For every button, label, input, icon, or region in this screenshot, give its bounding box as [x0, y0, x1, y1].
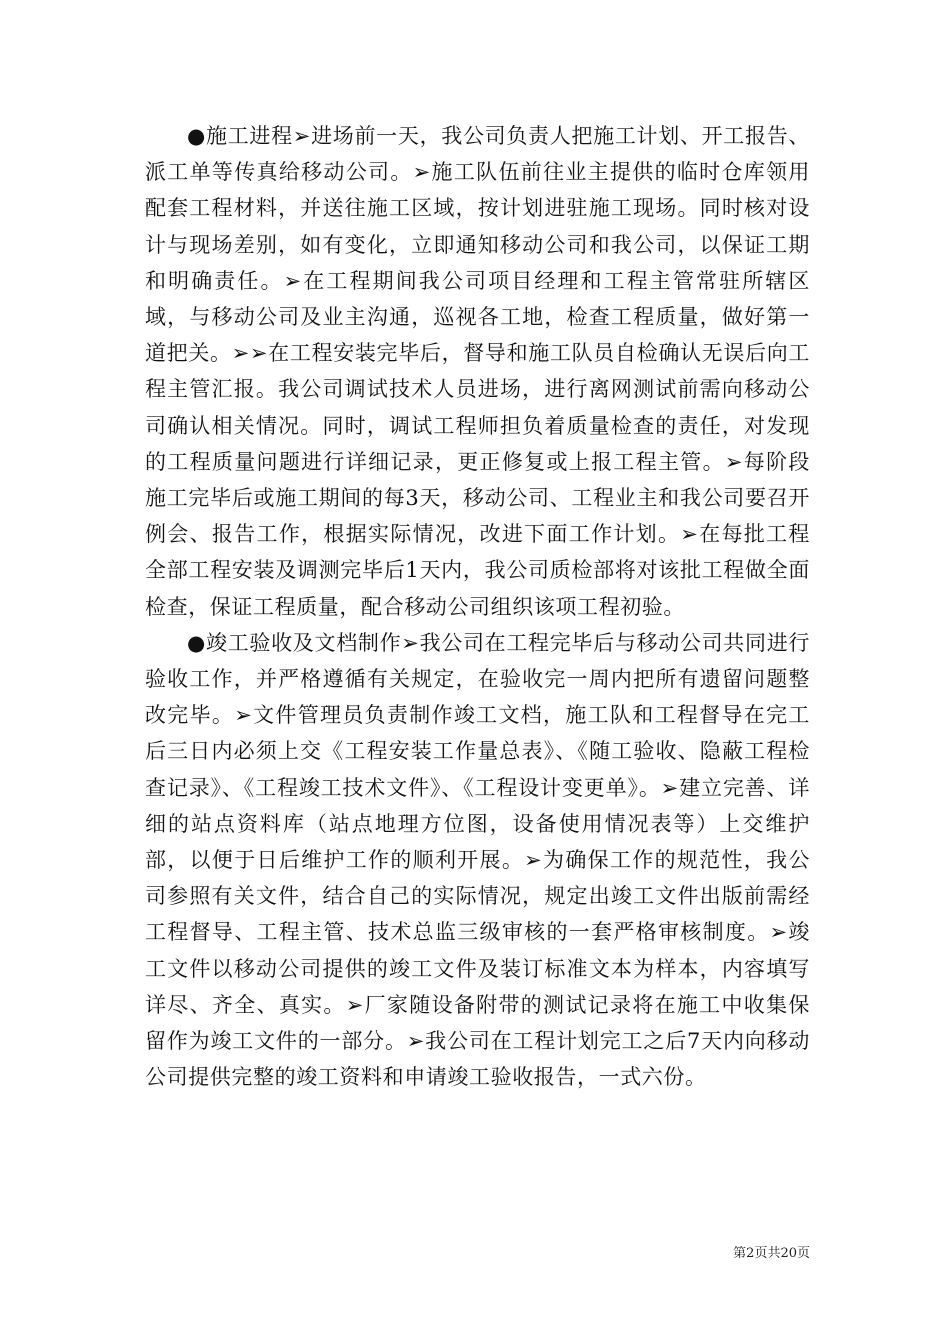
document-body — [145, 118, 810, 1095]
page-number-footer: 第2页共20页 — [733, 1246, 810, 1261]
paragraph-completion-acceptance: ●竣工验收及文档制作➢我公司在工程完毕后与移动公司共同进行验收工作，并严格遵循有关规定，在验收完一周内把所有遗留问题整改完毕。➢文件管理员负责制作竣工文档，施工队和工程督导在完工后三日内必须上交《工程安装工作量总表》、《随工验收、隐蔽工程检查记录》、《工程竣工技术文件》、《工程设计变更单》。➢建立完善、详细的站点资料库（站点地理方位图，设备使用情况表等）上交维护部，以便于日后维护工作的顺利开展。➢为确保工作的规范性，我公司参照有关文件，结合自己的实际情况，规定出竣工文件出版前需经工程督导、工程主管、技术总监三级审核的一套严格审核制度。➢竣工文件以移动公司提供的竣工文件及装订标准文本为样本，内容填写详尽、齐全、真实。➢厂家随设备附带的测试记录将在施工中收集保留作为竣工文件的一部分。➢我公司在工程计划完工之后7天内向移动公司提供完整的竣工资料和申请竣工验收报告，一式六份。 — [145, 630, 810, 1090]
paragraph-construction-process: ●施工进程➢进场前一天，我公司负责人把施工计划、开工报告、派工单等传真给移动公司。➢施工队伍前往业主提供的临时仓库领用配套工程材料，并送往施工区域，按计划进驻施工现场。同时核对设计与现场差别，如有变化，立即通知移动公司和我公司，以保证工期和明确责任。➢在工程期间我公司项目经理和工程主管常驻所辖区域，与移动公司及业主沟通，巡视各工地，检查工程质量，做好第一道把关。➢➢在工程安装完毕后，督导和施工队员自检确认无误后向工程主管汇报。我公司调试技术人员进场，进行离网测试前需向移动公司确认相关情况。同时，调试工程师担负着质量检查的责任，对发现的工程质量问题进行详细记录，更正修复或上报工程主管。➢每阶段施工完毕后或施工期间的每3天，移动公司、工程业主和我公司要召开例会、报告工作，根据实际情况，改进下面工作计划。➢在每批工程全部工程安装及调测完毕后1天内，我公司质检部将对该批工程做全面检查，保证工程质量，配合移动公司组织该项工程初验。 — [145, 124, 810, 619]
